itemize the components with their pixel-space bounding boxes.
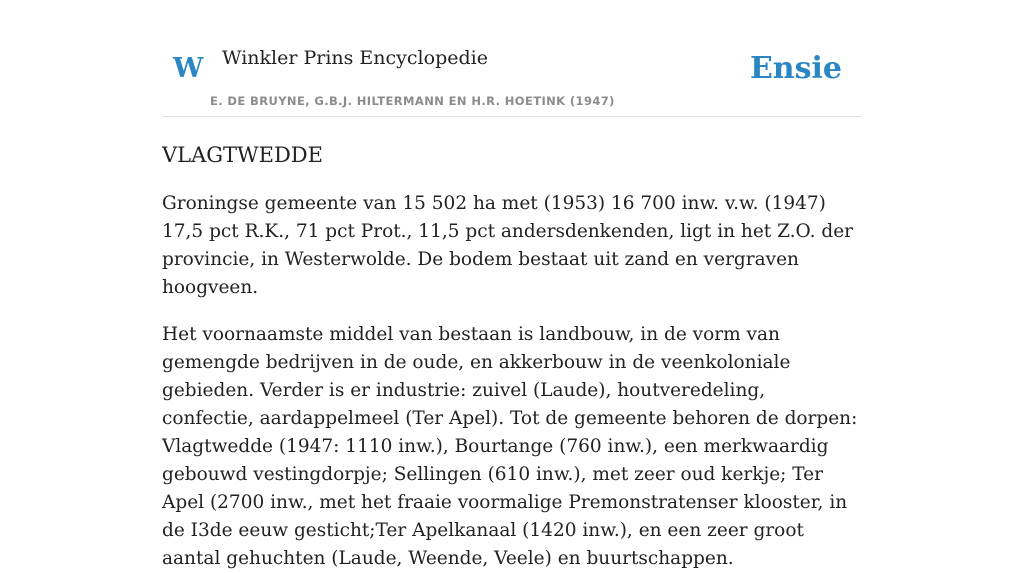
article-title: VLAGTWEDDE (162, 143, 323, 167)
article-paragraph: Groningse gemeente van 15 502 ha met (1953) 16 700 inw. v.w. (1947) 17,5 pct R.K., 71 pct Prot., 11,5 pct andersdenkenden, ligt in het Z.O. der provincie, in Westerwolde. De bodem bestaat uit zand en vergraven hoogveen. (162, 193, 853, 298)
authors-line: E. DE BRUYNE, G.B.J. HILTERMANN EN H.R. HOETINK (1947) (210, 94, 615, 108)
encyclopedia-logo-icon[interactable]: W (173, 53, 204, 84)
article (162, 139, 862, 573)
brand-logo[interactable]: Ensie (749, 51, 842, 86)
site-header (162, 0, 862, 117)
encyclopedia-title[interactable]: Winkler Prins Encyclopedie (222, 47, 488, 69)
article-paragraph: Het voornaamste middel van bestaan is landbouw, in de vorm van gemengde bedrijven in de oude, en akkerbouw in de veenkoloniale gebieden. Verder is er industrie: zuivel (Laude), houtveredeling, confectie, aardappelmeel (Ter Apel). Tot de gemeente behoren de dorpen: Vlagtwedde (1947: 1110 inw.), Bourtange (760 inw.), een merkwaardig gebouwd vestingdorpje; Sellingen (610 inw.), met zeer oud kerkje; Ter Apel (2700 inw., met het fraaie voormalige Premonstratenser klooster, in de I3de eeuw gesticht;Ter Apelkanaal (1420 inw.), en een zeer groot aantal gehuchten (Laude, Weende, Veele) en buurtschappen. (162, 324, 858, 569)
